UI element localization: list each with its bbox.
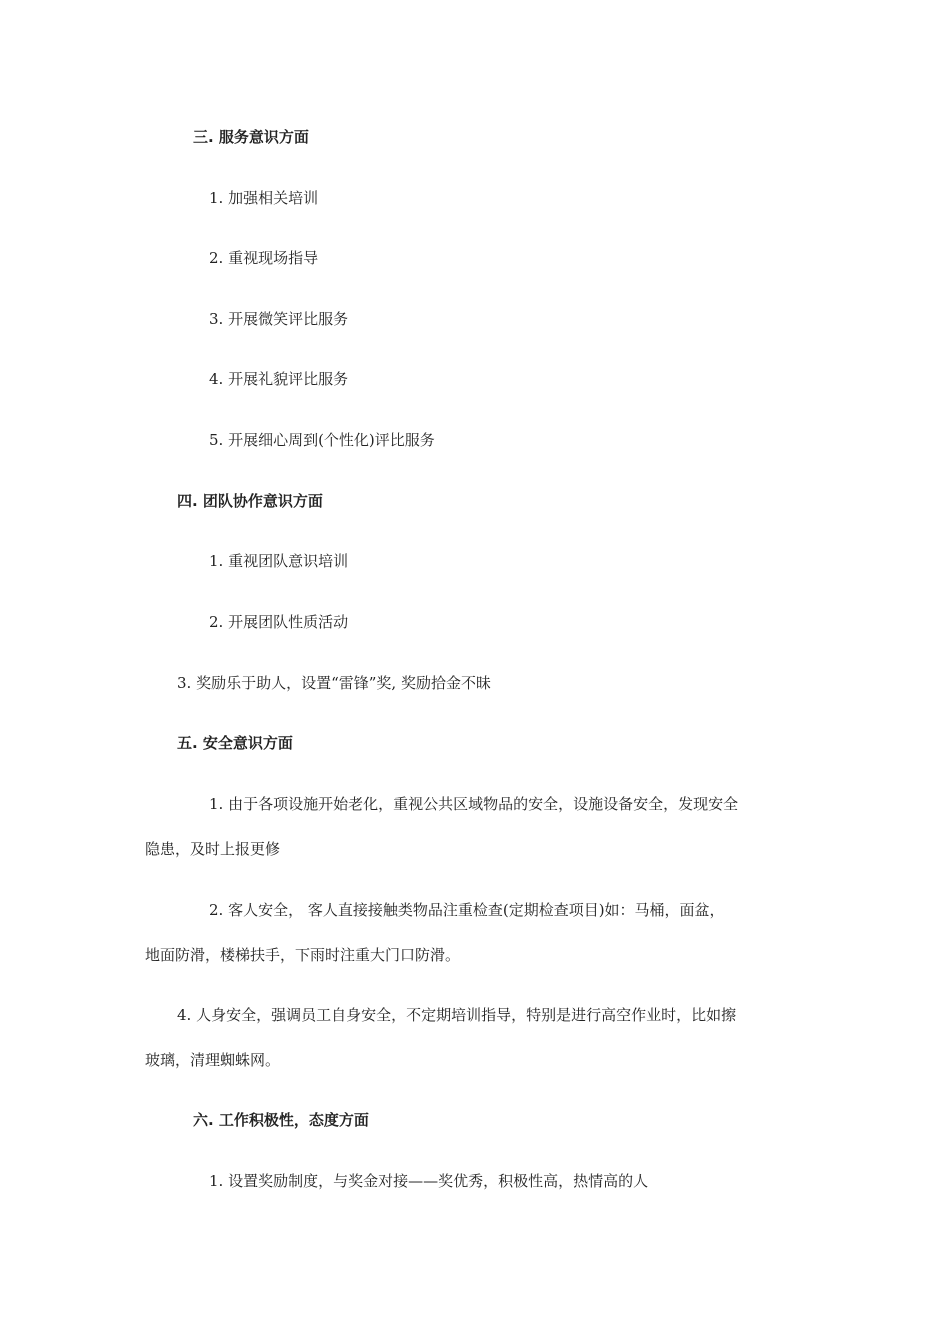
- section-heading-safety: 五. 安全意识方面: [177, 734, 293, 752]
- list-item: 1. 设置奖励制度，与奖金对接——奖优秀，积极性高，热情高的人: [209, 1172, 649, 1190]
- paragraph-line: 1. 由于各项设施开始老化，重视公共区域物品的安全，设施设备安全，发现安全: [209, 795, 739, 813]
- list-item: 1. 重视团队意识培训: [209, 552, 349, 570]
- paragraph-line: 地面防滑，楼梯扶手，下雨时注重大门口防滑。: [145, 946, 461, 964]
- paragraph-line: 隐患，及时上报更修: [145, 840, 281, 858]
- paragraph-line: 2. 客人安全， 客人直接接触类物品注重检查(定期检查项目)如：马桶，面盆，: [209, 901, 725, 919]
- section-heading-service: 三. 服务意识方面: [193, 128, 309, 146]
- list-item: 4. 开展礼貌评比服务: [209, 370, 349, 388]
- list-item: 3. 奖励乐于助人，设置“雷锋”奖, 奖励拾金不昧: [177, 674, 491, 692]
- section-heading-attitude: 六. 工作积极性，态度方面: [193, 1111, 369, 1129]
- list-item: 2. 开展团队性质活动: [209, 613, 349, 631]
- list-item: 3. 开展微笑评比服务: [209, 310, 349, 328]
- list-item: 2. 重视现场指导: [209, 249, 319, 267]
- list-item: 5. 开展细心周到(个性化)评比服务: [209, 431, 435, 449]
- paragraph-line: 玻璃，清理蜘蛛网。: [145, 1051, 281, 1069]
- section-heading-teamwork: 四. 团队协作意识方面: [177, 492, 323, 510]
- list-item: 1. 加强相关培训: [209, 189, 319, 207]
- paragraph-line: 4. 人身安全，强调员工自身安全，不定期培训指导，特别是进行高空作业时，比如擦: [177, 1006, 737, 1024]
